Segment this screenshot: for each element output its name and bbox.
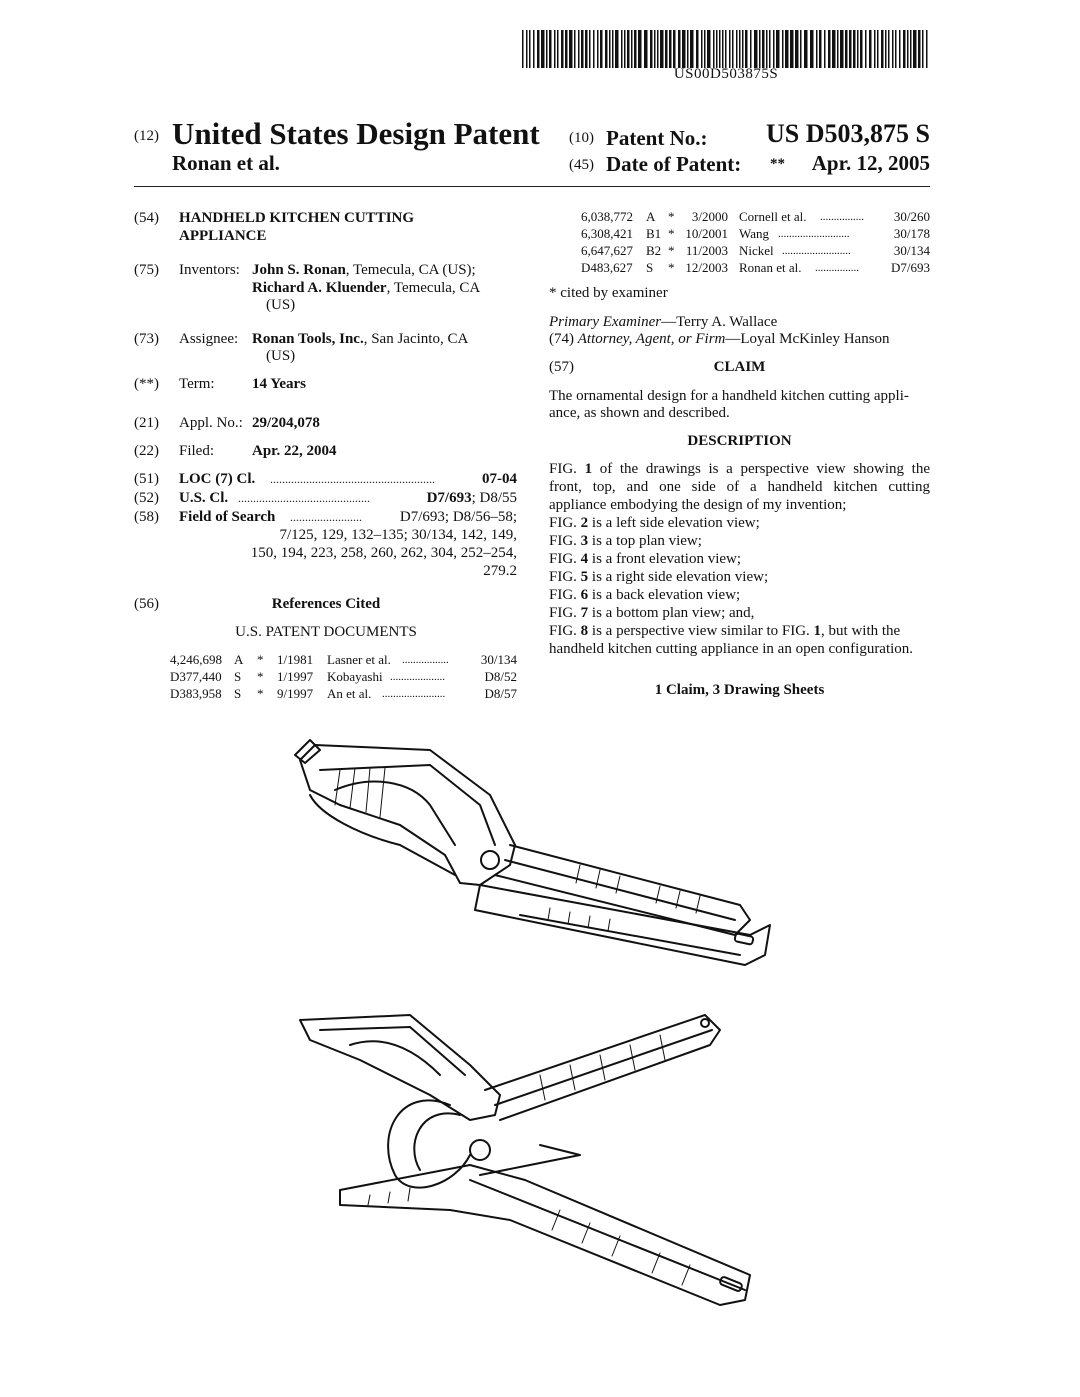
inventor-2-location: , Temecula, CA bbox=[386, 280, 481, 296]
barcode-bar bbox=[824, 30, 826, 68]
barcode-bar bbox=[549, 30, 552, 68]
barcode-bar bbox=[892, 30, 894, 68]
barcode-bar bbox=[593, 30, 595, 68]
assignee-country: (US) bbox=[266, 348, 296, 364]
description-line: front, top, and one side of a handheld kitchen cutting bbox=[549, 479, 930, 495]
ref-star: * bbox=[668, 260, 675, 275]
barcode-bar bbox=[725, 30, 727, 68]
claim-line-2: ance, as shown and described. bbox=[549, 405, 730, 421]
date-marker: ** bbox=[770, 156, 785, 172]
patent-date: Apr. 12, 2005 bbox=[811, 151, 930, 175]
reference-row bbox=[0, 226, 1080, 243]
code-45: (45) bbox=[569, 157, 594, 173]
ref-class: D8/57 bbox=[484, 686, 517, 701]
ref-star: * bbox=[257, 669, 264, 684]
barcode-bar bbox=[926, 30, 928, 68]
barcode-bar bbox=[719, 30, 721, 68]
code-10: (10) bbox=[569, 130, 594, 146]
description-line: FIG. 4 is a front elevation view; bbox=[549, 551, 742, 567]
barcode-bar bbox=[913, 30, 917, 68]
ref-date: 1/1981 bbox=[277, 652, 314, 667]
field-of-search-line-2: 7/125, 129, 132–135; 30/134, 142, 149, bbox=[279, 527, 517, 543]
ref-number: 6,038,772 bbox=[581, 209, 633, 224]
barcode-bar bbox=[605, 30, 608, 68]
patent-no-label: Patent No.: bbox=[606, 126, 708, 150]
inventor-2 bbox=[252, 280, 480, 297]
code-term: (**) bbox=[134, 376, 159, 392]
ref-star: * bbox=[668, 209, 675, 224]
barcode-bar bbox=[739, 30, 741, 68]
barcode-bar bbox=[816, 30, 818, 68]
barcode-bar bbox=[526, 30, 528, 68]
barcode-bar bbox=[546, 30, 548, 68]
ref-name: Ronan et al. bbox=[739, 260, 802, 275]
barcode-bar bbox=[650, 30, 653, 68]
code-56: (56) bbox=[134, 596, 159, 612]
barcode-bar bbox=[657, 30, 659, 68]
ref-kind: S bbox=[646, 260, 654, 275]
barcode-bar bbox=[877, 30, 879, 68]
ref-class: D7/693 bbox=[891, 260, 930, 275]
barcode-bar bbox=[881, 30, 884, 68]
attorney-label: Attorney, Agent, or Firm bbox=[577, 331, 726, 347]
ref-class: 30/260 bbox=[893, 209, 930, 224]
references-cited-title: References Cited bbox=[271, 596, 381, 612]
assignee-label: Assignee: bbox=[179, 331, 239, 347]
loc-dots: ....................................................... bbox=[270, 472, 435, 486]
assignee-name: Ronan Tools, Inc. bbox=[252, 331, 364, 347]
filed-value: Apr. 22, 2004 bbox=[252, 443, 337, 459]
barcode-bar bbox=[537, 30, 540, 68]
ref-kind: B1 bbox=[646, 226, 662, 241]
assignee bbox=[252, 331, 468, 348]
barcode-bar bbox=[557, 30, 559, 68]
description-title: DESCRIPTION bbox=[687, 433, 792, 449]
barcode-bar bbox=[644, 30, 648, 68]
description-line: FIG. 2 is a left side elevation view; bbox=[549, 515, 760, 531]
primary-examiner-label: Primary Examiner bbox=[549, 314, 662, 330]
barcode-bar bbox=[669, 30, 672, 68]
barcode-bar bbox=[612, 30, 614, 68]
barcode-bar bbox=[785, 30, 789, 68]
primary-examiner bbox=[549, 314, 777, 331]
barcode-bar bbox=[561, 30, 564, 68]
claim-line-1: The ornamental design for a handheld kitchen cutting appli- bbox=[549, 388, 909, 404]
barcode-bar bbox=[565, 30, 568, 68]
barcode-bar bbox=[673, 30, 676, 68]
ref-name: Wang bbox=[739, 226, 769, 241]
us-cl-value bbox=[410, 490, 517, 507]
barcode-bar bbox=[795, 30, 799, 68]
header-rule bbox=[134, 186, 930, 187]
barcode-bar bbox=[899, 30, 901, 68]
barcode-bar bbox=[869, 30, 872, 68]
code-57: (57) bbox=[549, 359, 574, 375]
ref-kind: S bbox=[234, 686, 242, 701]
barcode-bar bbox=[849, 30, 852, 68]
barcode-bar bbox=[597, 30, 599, 68]
barcode-bar bbox=[529, 30, 531, 68]
code-51: (51) bbox=[134, 471, 159, 487]
ref-number: 4,246,698 bbox=[170, 652, 222, 667]
barcode-bar bbox=[687, 30, 689, 68]
barcode-bar bbox=[522, 30, 524, 68]
inventor-2-country: (US) bbox=[266, 297, 296, 313]
barcode-bar bbox=[754, 30, 758, 68]
assignee-location: , San Jacinto, CA bbox=[363, 331, 469, 347]
ref-dots: ................ bbox=[820, 211, 864, 223]
inventor-1-name: John S. Ronan bbox=[252, 262, 346, 278]
primary-examiner-name: —Terry A. Wallace bbox=[661, 314, 778, 330]
title-line-1: HANDHELD KITCHEN CUTTING bbox=[179, 210, 415, 226]
ref-name: Kobayashi bbox=[327, 669, 383, 684]
barcode-bar bbox=[660, 30, 664, 68]
description-body bbox=[549, 461, 930, 659]
barcode-bar bbox=[860, 30, 863, 68]
inventor-short: Ronan et al. bbox=[172, 151, 280, 175]
description-line: FIG. 8 is a perspective view similar to FIG. 1, but with the bbox=[549, 623, 901, 639]
description-line: appliance embodying the design of my invention; bbox=[549, 497, 847, 513]
barcode-bar bbox=[918, 30, 921, 68]
barcode-bar bbox=[678, 30, 681, 68]
attorney-name: —Loyal McKinley Hanson bbox=[725, 331, 890, 347]
field-of-search-line-1: D7/693; D8/56–58; bbox=[399, 509, 517, 525]
description-line: FIG. 5 is a right side elevation view; bbox=[549, 569, 769, 585]
ref-kind: A bbox=[646, 209, 656, 224]
barcode-bar bbox=[631, 30, 633, 68]
ref-class: 30/178 bbox=[893, 226, 930, 241]
barcode-bar bbox=[922, 30, 924, 68]
term-value: 14 Years bbox=[252, 376, 307, 392]
field-of-search-line-4: 279.2 bbox=[483, 563, 517, 579]
ref-star: * bbox=[257, 652, 264, 667]
ref-dots: ....................... bbox=[382, 688, 446, 700]
barcode-bar bbox=[574, 30, 576, 68]
barcode-bar bbox=[634, 30, 637, 68]
ref-name: Nickel bbox=[739, 243, 774, 258]
ref-dots: .......................... bbox=[778, 228, 850, 240]
description-line: FIG. 3 is a top plan view; bbox=[549, 533, 702, 549]
ref-star: * bbox=[668, 226, 675, 241]
ref-name: Lasner et al. bbox=[327, 652, 391, 667]
barcode-bar bbox=[569, 30, 573, 68]
ref-dots: .................... bbox=[390, 671, 445, 683]
barcode-bar bbox=[701, 30, 703, 68]
ref-name: Cornell et al. bbox=[739, 209, 807, 224]
code-75: (75) bbox=[134, 262, 159, 278]
barcode-bar bbox=[804, 30, 808, 68]
code-73: (73) bbox=[134, 331, 159, 347]
description-line: FIG. 7 is a bottom plan view; and, bbox=[549, 605, 755, 621]
barcode-bar bbox=[828, 30, 831, 68]
appl-no-value: 29/204,078 bbox=[252, 415, 320, 431]
barcode-bar bbox=[696, 30, 699, 68]
barcode bbox=[522, 30, 930, 68]
ref-star: * bbox=[668, 243, 675, 258]
barcode-bar bbox=[609, 30, 611, 68]
barcode-bar bbox=[782, 30, 784, 68]
inventor-2-name: Richard A. Kluender bbox=[252, 280, 387, 296]
inventor-1-location: , Temecula, CA (US); bbox=[345, 262, 476, 278]
reference-row bbox=[0, 260, 1080, 277]
barcode-bar bbox=[773, 30, 775, 68]
ref-number: 6,647,627 bbox=[581, 243, 633, 258]
barcode-bar bbox=[888, 30, 890, 68]
barcode-bar bbox=[853, 30, 856, 68]
barcode-bar bbox=[690, 30, 694, 68]
barcode-bar bbox=[742, 30, 744, 68]
barcode-bar bbox=[722, 30, 724, 68]
ref-number: 6,308,421 bbox=[581, 226, 633, 241]
ref-date: 1/1997 bbox=[277, 669, 314, 684]
barcode-bar bbox=[845, 30, 848, 68]
reference-row bbox=[0, 209, 1080, 226]
ref-date: 12/2003 bbox=[685, 260, 728, 275]
barcode-bar bbox=[627, 30, 630, 68]
barcode-bar bbox=[865, 30, 867, 68]
ref-number: D483,627 bbox=[581, 260, 633, 275]
barcode-bar bbox=[736, 30, 738, 68]
barcode-bar bbox=[624, 30, 626, 68]
barcode-bar bbox=[800, 30, 802, 68]
patent-type-title: United States Design Patent bbox=[172, 116, 540, 151]
barcode-number: US00D503875S bbox=[673, 66, 779, 82]
barcode-bar bbox=[707, 30, 711, 68]
barcode-bar bbox=[750, 30, 752, 68]
barcode-bar bbox=[776, 30, 780, 68]
us-cl-label: U.S. Cl. bbox=[179, 490, 229, 506]
claims-summary: 1 Claim, 3 Drawing Sheets bbox=[654, 682, 825, 698]
barcode-bar bbox=[819, 30, 822, 68]
barcode-bar bbox=[638, 30, 642, 68]
patent-drawing bbox=[280, 735, 800, 1315]
date-label: Date of Patent: bbox=[606, 152, 742, 176]
barcode-bar bbox=[766, 30, 768, 68]
barcode-bar bbox=[759, 30, 761, 68]
barcode-bar bbox=[762, 30, 765, 68]
barcode-bar bbox=[832, 30, 836, 68]
barcode-bar bbox=[729, 30, 731, 68]
barcode-bar bbox=[704, 30, 706, 68]
ref-class: 30/134 bbox=[480, 652, 517, 667]
loc-value: 07-04 bbox=[482, 471, 517, 487]
title-line-2: APPLIANCE bbox=[179, 228, 267, 244]
ref-date: 10/2001 bbox=[685, 226, 728, 241]
barcode-bar bbox=[682, 30, 686, 68]
barcode-bar bbox=[732, 30, 734, 68]
barcode-bar bbox=[840, 30, 844, 68]
ref-date: 3/2000 bbox=[691, 209, 728, 224]
field-of-search-dots: ........................ bbox=[290, 510, 362, 524]
code-22: (22) bbox=[134, 443, 159, 459]
code-12: (12) bbox=[134, 128, 159, 144]
ref-number: D377,440 bbox=[170, 669, 222, 684]
us-patent-documents-heading: U.S. PATENT DOCUMENTS bbox=[235, 624, 417, 640]
ref-number: D383,958 bbox=[170, 686, 222, 701]
ref-name: An et al. bbox=[327, 686, 372, 701]
cited-by-examiner: * cited by examiner bbox=[549, 285, 668, 301]
barcode-bar bbox=[533, 30, 535, 68]
description-line: handheld kitchen cutting appliance in an open configuration. bbox=[549, 641, 914, 657]
ref-class: 30/134 bbox=[893, 243, 930, 258]
barcode-bar bbox=[585, 30, 588, 68]
ref-star: * bbox=[257, 686, 264, 701]
ref-kind: B2 bbox=[646, 243, 662, 258]
barcode-bar bbox=[713, 30, 715, 68]
barcode-bar bbox=[874, 30, 876, 68]
barcode-bar bbox=[665, 30, 668, 68]
barcode-bar bbox=[578, 30, 580, 68]
barcode-bar bbox=[615, 30, 619, 68]
loc-label: LOC (7) Cl. bbox=[179, 471, 256, 487]
description-line: FIG. 1 of the drawings is a perspective view showing the bbox=[549, 461, 931, 477]
code-74: (74) bbox=[549, 331, 574, 347]
attorney bbox=[549, 331, 890, 348]
barcode-bar bbox=[837, 30, 839, 68]
ref-dots: ................. bbox=[402, 654, 449, 666]
barcode-bar bbox=[541, 30, 545, 68]
code-58: (58) bbox=[134, 509, 159, 525]
ref-kind: S bbox=[234, 669, 242, 684]
figure-open-view bbox=[300, 1015, 750, 1305]
patent-number: US D503,875 S bbox=[766, 119, 930, 148]
barcode-bar bbox=[895, 30, 897, 68]
field-of-search-label: Field of Search bbox=[179, 509, 276, 525]
barcode-bar bbox=[885, 30, 887, 68]
barcode-bar bbox=[581, 30, 584, 68]
us-cl-dots: ............................................ bbox=[238, 491, 370, 505]
barcode-bar bbox=[790, 30, 794, 68]
barcode-bar bbox=[810, 30, 814, 68]
ref-class: D8/52 bbox=[484, 669, 517, 684]
barcode-bar bbox=[857, 30, 859, 68]
term-label: Term: bbox=[179, 376, 215, 392]
figure-closed-view bbox=[295, 740, 770, 965]
ref-dots: ......................... bbox=[782, 245, 851, 257]
claim-title: CLAIM bbox=[713, 359, 766, 375]
barcode-bar bbox=[654, 30, 656, 68]
ref-dots: ................ bbox=[815, 262, 859, 274]
appl-no-label: Appl. No.: bbox=[179, 415, 243, 431]
barcode-bar bbox=[589, 30, 591, 68]
code-21: (21) bbox=[134, 415, 159, 431]
barcode-bar bbox=[600, 30, 603, 68]
reference-row bbox=[0, 243, 1080, 260]
code-54: (54) bbox=[134, 210, 159, 226]
us-cl-secondary: ; D8/55 bbox=[471, 490, 517, 506]
field-of-search-line-3: 150, 194, 223, 258, 260, 262, 304, 252–254, bbox=[250, 545, 517, 561]
inventors-label: Inventors: bbox=[179, 262, 240, 278]
barcode-bar bbox=[745, 30, 748, 68]
barcode-bar bbox=[716, 30, 718, 68]
ref-date: 11/2003 bbox=[685, 243, 728, 258]
us-cl-primary: D7/693 bbox=[426, 490, 472, 506]
barcode-bar bbox=[903, 30, 906, 68]
description-line: FIG. 6 is a back elevation view; bbox=[549, 587, 741, 603]
barcode-bar bbox=[769, 30, 771, 68]
barcode-bar bbox=[907, 30, 909, 68]
right-references-list bbox=[0, 209, 1080, 279]
barcode-bar bbox=[621, 30, 623, 68]
barcode-bar bbox=[554, 30, 556, 68]
ref-kind: A bbox=[234, 652, 244, 667]
barcode-bar bbox=[910, 30, 912, 68]
filed-label: Filed: bbox=[179, 443, 215, 459]
code-52: (52) bbox=[134, 490, 159, 506]
ref-date: 9/1997 bbox=[277, 686, 314, 701]
